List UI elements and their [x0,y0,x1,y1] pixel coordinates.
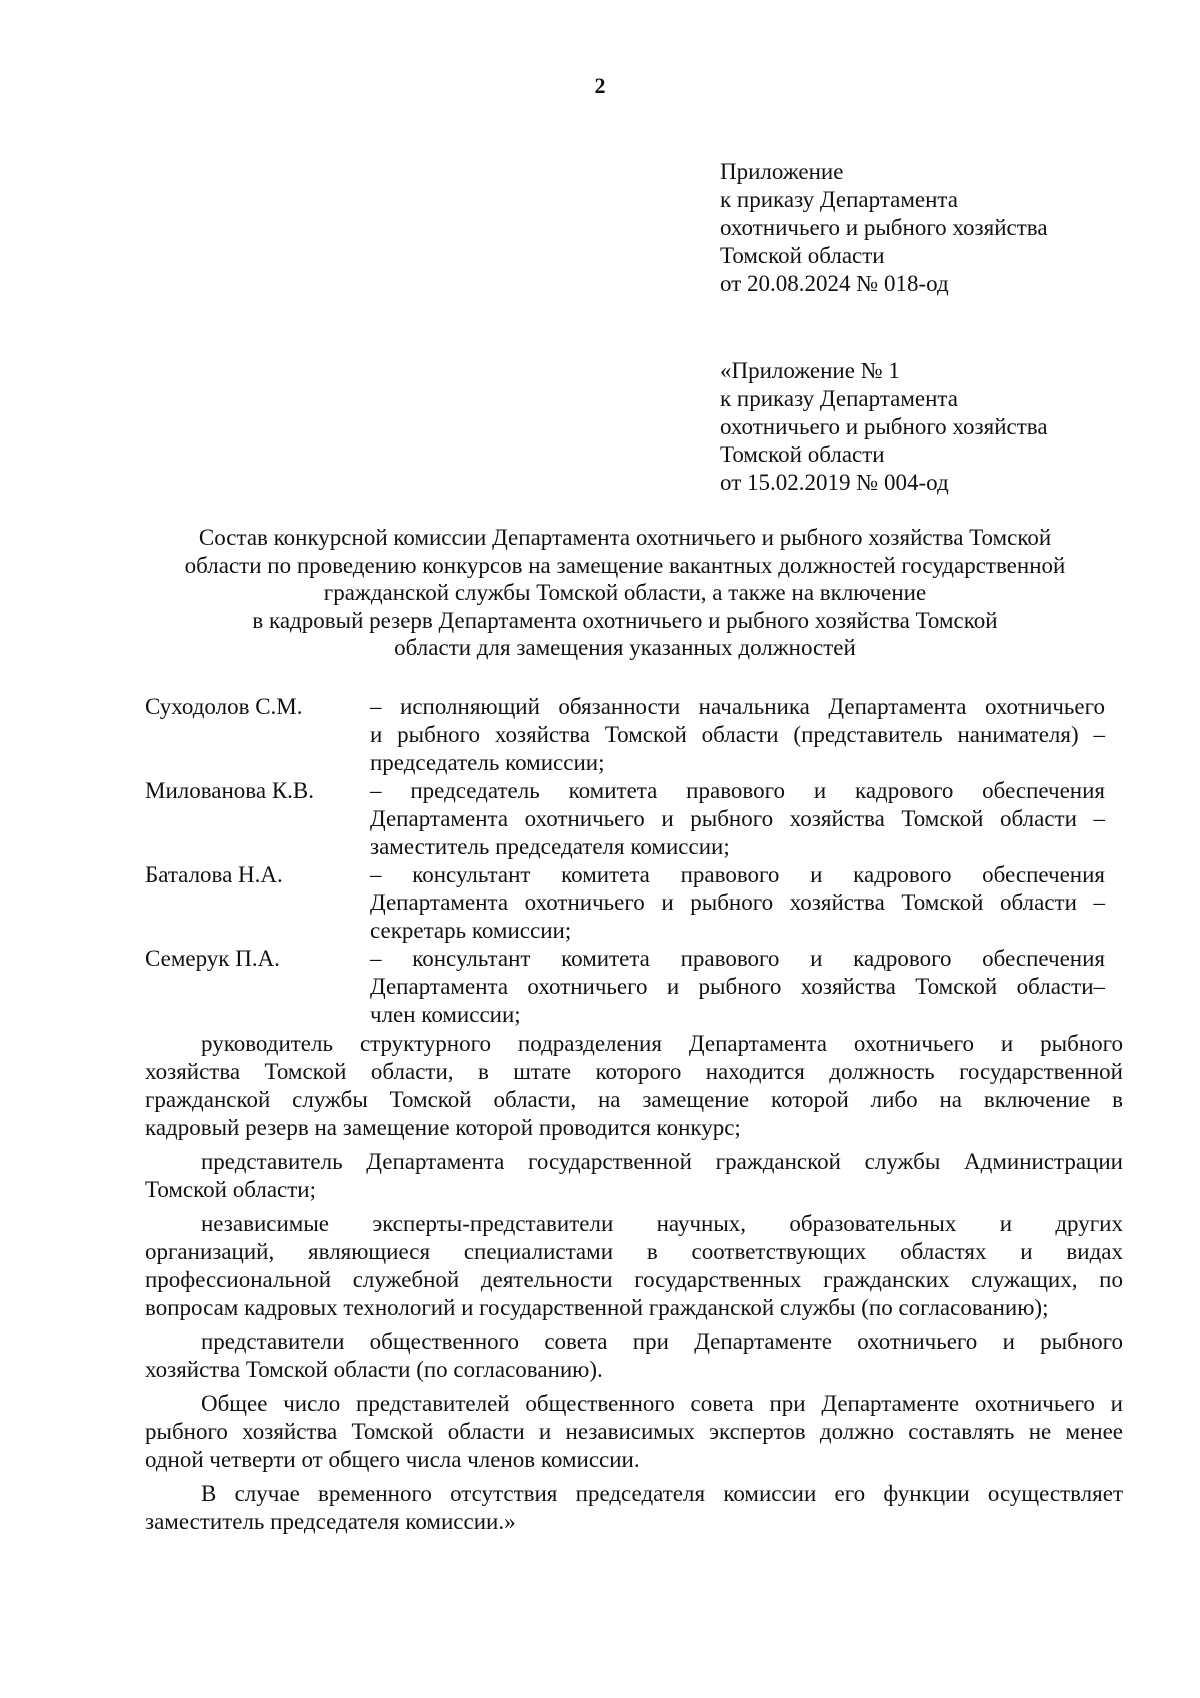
paragraph [145,1030,1123,1142]
paragraph-line: Томской области; [145,1177,316,1202]
document-body [145,1030,1123,1542]
paragraph-line: кадровый резерв на замещение которой проводится конкурс; [145,1115,741,1140]
paragraph-line: одной четверти от общего числа членов комиссии. [145,1447,640,1472]
member-row [145,945,1105,1029]
paragraph-line: заместитель председателя комиссии.» [145,1509,516,1534]
paragraph [145,1210,1123,1322]
member-role [370,861,1105,945]
paragraph-line: представитель Департамента государственной гражданской службы Администрации [201,1149,1123,1174]
role-line: – исполняющий обязанности начальника Департамента охотничьего [370,694,1105,719]
role-line: заместитель председателя комиссии; [370,834,730,859]
role-line: – консультант комитета правового и кадрового обеспечения [370,862,1105,887]
attachment-line: Приложение [720,159,844,184]
paragraph [145,1328,1123,1384]
role-line: Департамента охотничьего и рыбного хозяйства Томской области – [370,890,1105,915]
paragraph-line: профессиональной служебной деятельности государственных гражданских служащих, по [145,1267,1123,1292]
role-line: председатель комиссии; [370,750,605,775]
member-row [145,861,1105,945]
title-line: в кадровый резерв Департамента охотничьего и рыбного хозяйства Томской [252,607,998,633]
role-line: член комиссии; [370,1002,521,1027]
attachment-line: к приказу Департамента [720,386,958,411]
attachment-line: Томской области [720,243,885,268]
paragraph [145,1480,1123,1536]
attachment-line: Томской области [720,442,885,467]
attachment-line: от 15.02.2019 № 004-од [720,470,949,495]
commission-members [145,693,1105,1029]
paragraph-line: гражданской службы Томской области, на замещение которой либо на включение в [145,1087,1123,1112]
member-name: Милованова К.В. [145,778,315,803]
paragraph [145,1148,1123,1204]
attachment-line: от 20.08.2024 № 018-од [720,271,949,296]
document-title [130,524,1120,662]
paragraph-line: В случае временного отсутствия председателя комиссии его функции осуществляет [201,1481,1123,1506]
member-name: Баталова Н.А. [145,862,283,887]
title-line: Состав конкурсной комиссии Департамента охотничьего и рыбного хозяйства Томской [198,525,1052,550]
paragraph-line: хозяйства Томской области, в штате которого находится должность государственной [145,1059,1123,1084]
paragraph-line: организаций, являющиеся специалистами в соответствующих областях и видах [145,1239,1123,1264]
member-role [370,777,1105,861]
title-line: области для замещения указанных должностей [394,635,856,660]
title-line: области по проведению конкурсов на замещение вакантных должностей государственной [184,552,1066,578]
paragraph-line: вопросам кадровых технологий и государственной гражданской службы (по согласованию); [145,1295,1049,1320]
role-line: и рыбного хозяйства Томской области (представитель нанимателя) – [370,722,1105,747]
member-name: Суходолов С.М. [145,694,303,719]
member-role [370,693,1105,777]
attachment-header-current [720,158,1140,298]
member-name: Семерук П.А. [145,946,280,971]
member-row [145,777,1105,861]
role-line: секретарь комиссии; [370,918,572,943]
role-line: – консультант комитета правового и кадрового обеспечения [370,946,1105,971]
role-line: – председатель комитета правового и кадрового обеспечения [370,778,1105,803]
member-row [145,693,1105,777]
paragraph [145,1390,1123,1474]
paragraph-line: представители общественного совета при Департаменте охотничьего и рыбного [201,1329,1123,1354]
role-line: Департамента охотничьего и рыбного хозяйства Томской области– [370,974,1105,999]
attachment-header-original [720,357,1140,497]
role-line: Департамента охотничьего и рыбного хозяйства Томской области – [370,806,1105,831]
paragraph-line: рыбного хозяйства Томской области и независимых экспертов должно составлять не менее [145,1419,1123,1444]
paragraph-line: Общее число представителей общественного совета при Департаменте охотничьего и [201,1391,1123,1416]
attachment-line: охотничьего и рыбного хозяйства [720,215,1048,240]
paragraph-line: независимые эксперты-представители научных, образовательных и других [201,1211,1123,1236]
page-number: 2 [594,73,606,98]
title-line: гражданской службы Томской области, а также на включение [323,580,927,605]
attachment-line: «Приложение № 1 [720,358,900,383]
paragraph-line: руководитель структурного подразделения Департамента охотничьего и рыбного [201,1031,1123,1056]
attachment-line: к приказу Департамента [720,187,958,212]
member-role [370,945,1105,1029]
attachment-line: охотничьего и рыбного хозяйства [720,414,1048,439]
paragraph-line: хозяйства Томской области (по согласованию). [145,1357,603,1382]
